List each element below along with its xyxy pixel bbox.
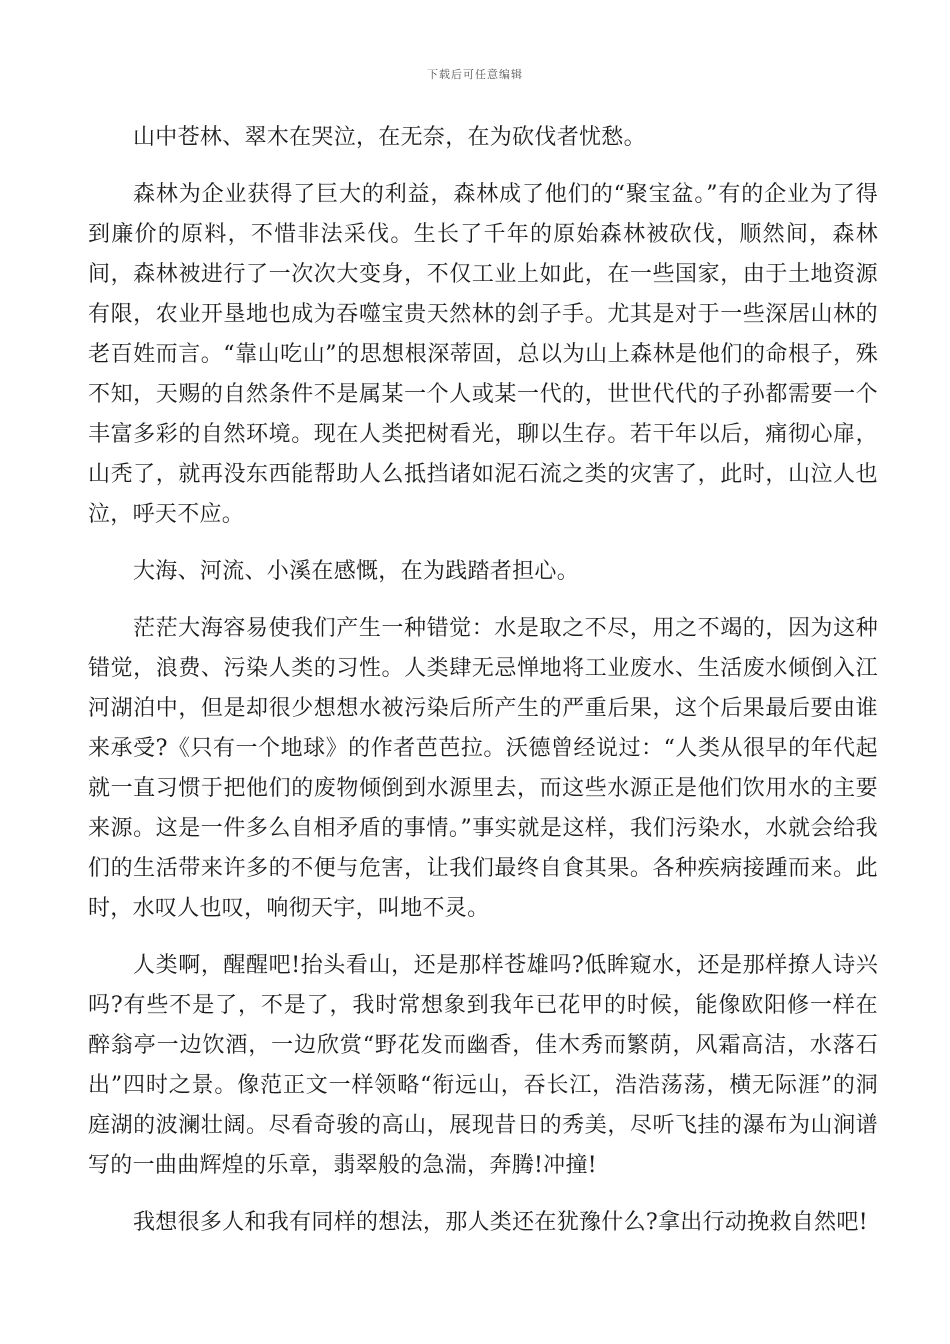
document-body [88,118,878,1260]
paragraph-forest-detail: 森林为企业获得了巨大的利益，森林成了他们的“聚宝盆。”有的企业为了得到廉价的原料，不惜非法采伐。生长了千年的原始森林被砍伐，顺然间，森林间，森林被进行了一次次大变身，不仅工业上如此，在一些国家，由于土地资源有限，农业开垦地也成为吞噬宝贵天然林的刽子手。尤其是对于一些深居山林的老百姓而言。“靠山吃山”的思想根深蒂固，总以为山上森林是他们的命根子，殊不知，天赐的自然条件不是属某一个人或某一代的，世世代代的子孙都需要一个丰富多彩的自然环境。现在人类把树看光，聊以生存。若干年以后，痛彻心扉，山秃了，就再没东西能帮助人么抵挡诸如泥石流之类的灾害了，此时，山泣人也泣，呼天不应。 [88,182,878,527]
paragraph-wake-up: 人类啊，醒醒吧!抬头看山，还是那样苍雄吗?低眸窥水，还是那样撩人诗兴吗?有些不是了，不是了，我时常想象到我年已花甲的时候，能像欧阳修一样在醉翁亭一边饮酒，一边欣赏“野花发而幽香，佳木秀而繁荫，风霜高洁，水落石出”四时之景。像范正文一样领略“衔远山，吞长江，浩浩荡荡，横无际涯”的洞庭湖的波澜壮阔。尽看奇骏的高山，展现昔日的秀美，尽听飞挂的瀑布为山涧谱写的一曲曲辉煌的乐章，翡翠般的急湍，奔腾!冲撞! [88,953,878,1178]
paragraph-conclusion: 我想很多人和我有同样的想法，那人类还在犹豫什么?拿出行动挽救自然吧! [133,1210,868,1235]
paragraph-water-detail: 茫茫大海容易使我们产生一种错觉：水是取之不尽，用之不竭的，因为这种错觉，浪费、污染人类的习性。人类肆无忌惮地将工业废水、生活废水倾倒入江河湖泊中，但是却很少想想水被污染后所产生的严重后果，这个后果最后要由谁来承受?《只有一个地球》的作者芭芭拉。沃德曾经说过：“人类从很早的年代起就一直习惯于把他们的废物倾倒到水源里去，而这些水源正是他们饮用水的主要来源。这是一件多么自相矛盾的事情。”事实就是这样，我们污染水，水就会给我们的生活带来许多的不便与危害，让我们最终自食其果。各种疾病接踵而来。此时，水叹人也叹，响彻天宇，叫地不灵。 [88,616,878,921]
paragraph-forest-intro: 山中苍林、翠木在哭泣，在无奈，在为砍伐者忧愁。 [133,125,646,150]
page-header-note: 下载后可任意编辑 [427,68,523,81]
paragraph-water-intro: 大海、河流、小溪在感慨，在为践踏者担心。 [133,559,580,584]
